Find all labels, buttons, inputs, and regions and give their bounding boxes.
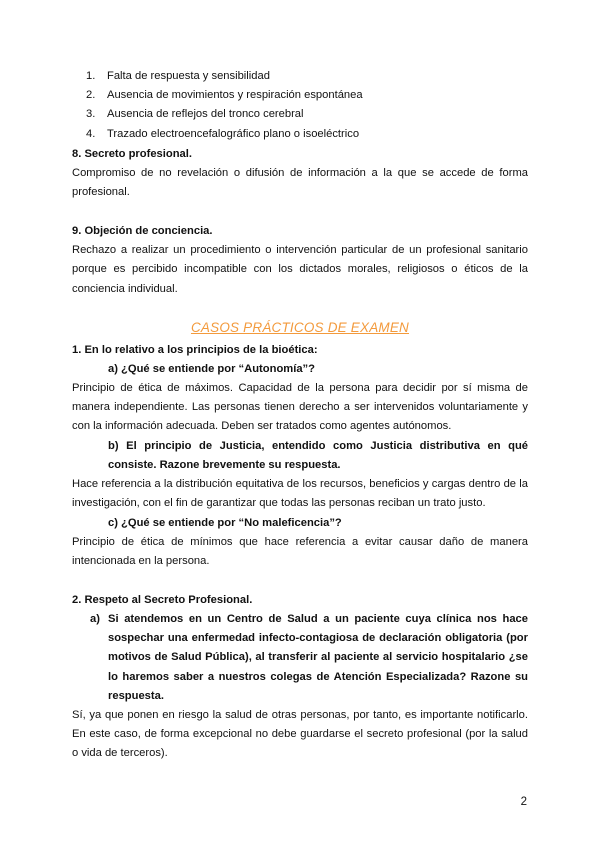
list-item: 2. Ausencia de movimientos y respiración espontánea xyxy=(86,89,363,102)
question-1c: c) ¿Qué se entiende por “No maleficencia”? xyxy=(108,517,342,529)
question-1-title: 1. En lo relativo a los principios de la bioética: xyxy=(72,344,318,356)
brain-death-criteria-list xyxy=(86,67,546,144)
section-9-body: Rechazo a realizar un procedimiento o intervención particular de un profesional sanitario porque es percibido incompatible con los dictados morales, religiosos o éticos de la conciencia individual. xyxy=(72,244,528,295)
section-8 xyxy=(72,145,528,203)
answer-2a: Sí, ya que ponen en riesgo la salud de otras personas, por tanto, es importante notificarlo. En este caso, de forma excepcional no debe guardarse el secreto profesional (por la salud o vida de terceros). xyxy=(72,709,528,760)
section-9 xyxy=(72,222,528,299)
answer-1b: Hace referencia a la distribución equitativa de los recursos, beneficios y cargas dentro de la investigación, con el fin de garantizar que todas las personas reciban un trato justo. xyxy=(72,478,528,510)
page-number: 2 xyxy=(520,796,527,808)
question-1b: b) El principio de Justicia, entendido como Justicia distributiva en qué consiste. Razone brevemente su respuesta. xyxy=(108,440,528,472)
list-item: 4. Trazado electroencefalográfico plano o isoeléctrico xyxy=(86,127,360,140)
section-9-title: 9. Objeción de conciencia. xyxy=(72,225,213,237)
answer-1a: Principio de ética de máximos. Capacidad de la persona para decidir por sí misma de manera independiente. Las personas tienen derecho a ser intervenidos voluntariamente y con la información adecuada. Deben ser tratados como agentes autónomos. xyxy=(72,382,528,433)
section-8-title: 8. Secreto profesional. xyxy=(72,148,192,160)
list-item: 3. Ausencia de reflejos del tronco cerebral xyxy=(86,108,304,121)
question-1a: a) ¿Qué se entiende por “Autonomía”? xyxy=(108,363,315,375)
question-2-title: 2. Respeto al Secreto Profesional. xyxy=(72,594,253,606)
answer-1c: Principio de ética de mínimos que hace referencia a evitar causar daño de manera intencionada en la persona. xyxy=(72,536,528,568)
section-8-body: Compromiso de no revelación o difusión de información a la que se accede de forma profesional. xyxy=(72,167,528,199)
list-item: 1. Falta de respuesta y sensibilidad xyxy=(86,70,270,82)
question-2a: a) Si atendemos en un Centro de Salud a un paciente cuya clínica nos hace sospechar una enfermedad infecto-contagiosa de declaración obligatoria (por motivos de Salud Pública), al transferir al paciente al servicio hospitalario ¿se lo haremos saber a nuestros colegas de Atención Especializada? Razone su respuesta. xyxy=(90,613,528,702)
cases-heading: CASOS PRÁCTICOS DE EXAMEN xyxy=(190,320,410,335)
